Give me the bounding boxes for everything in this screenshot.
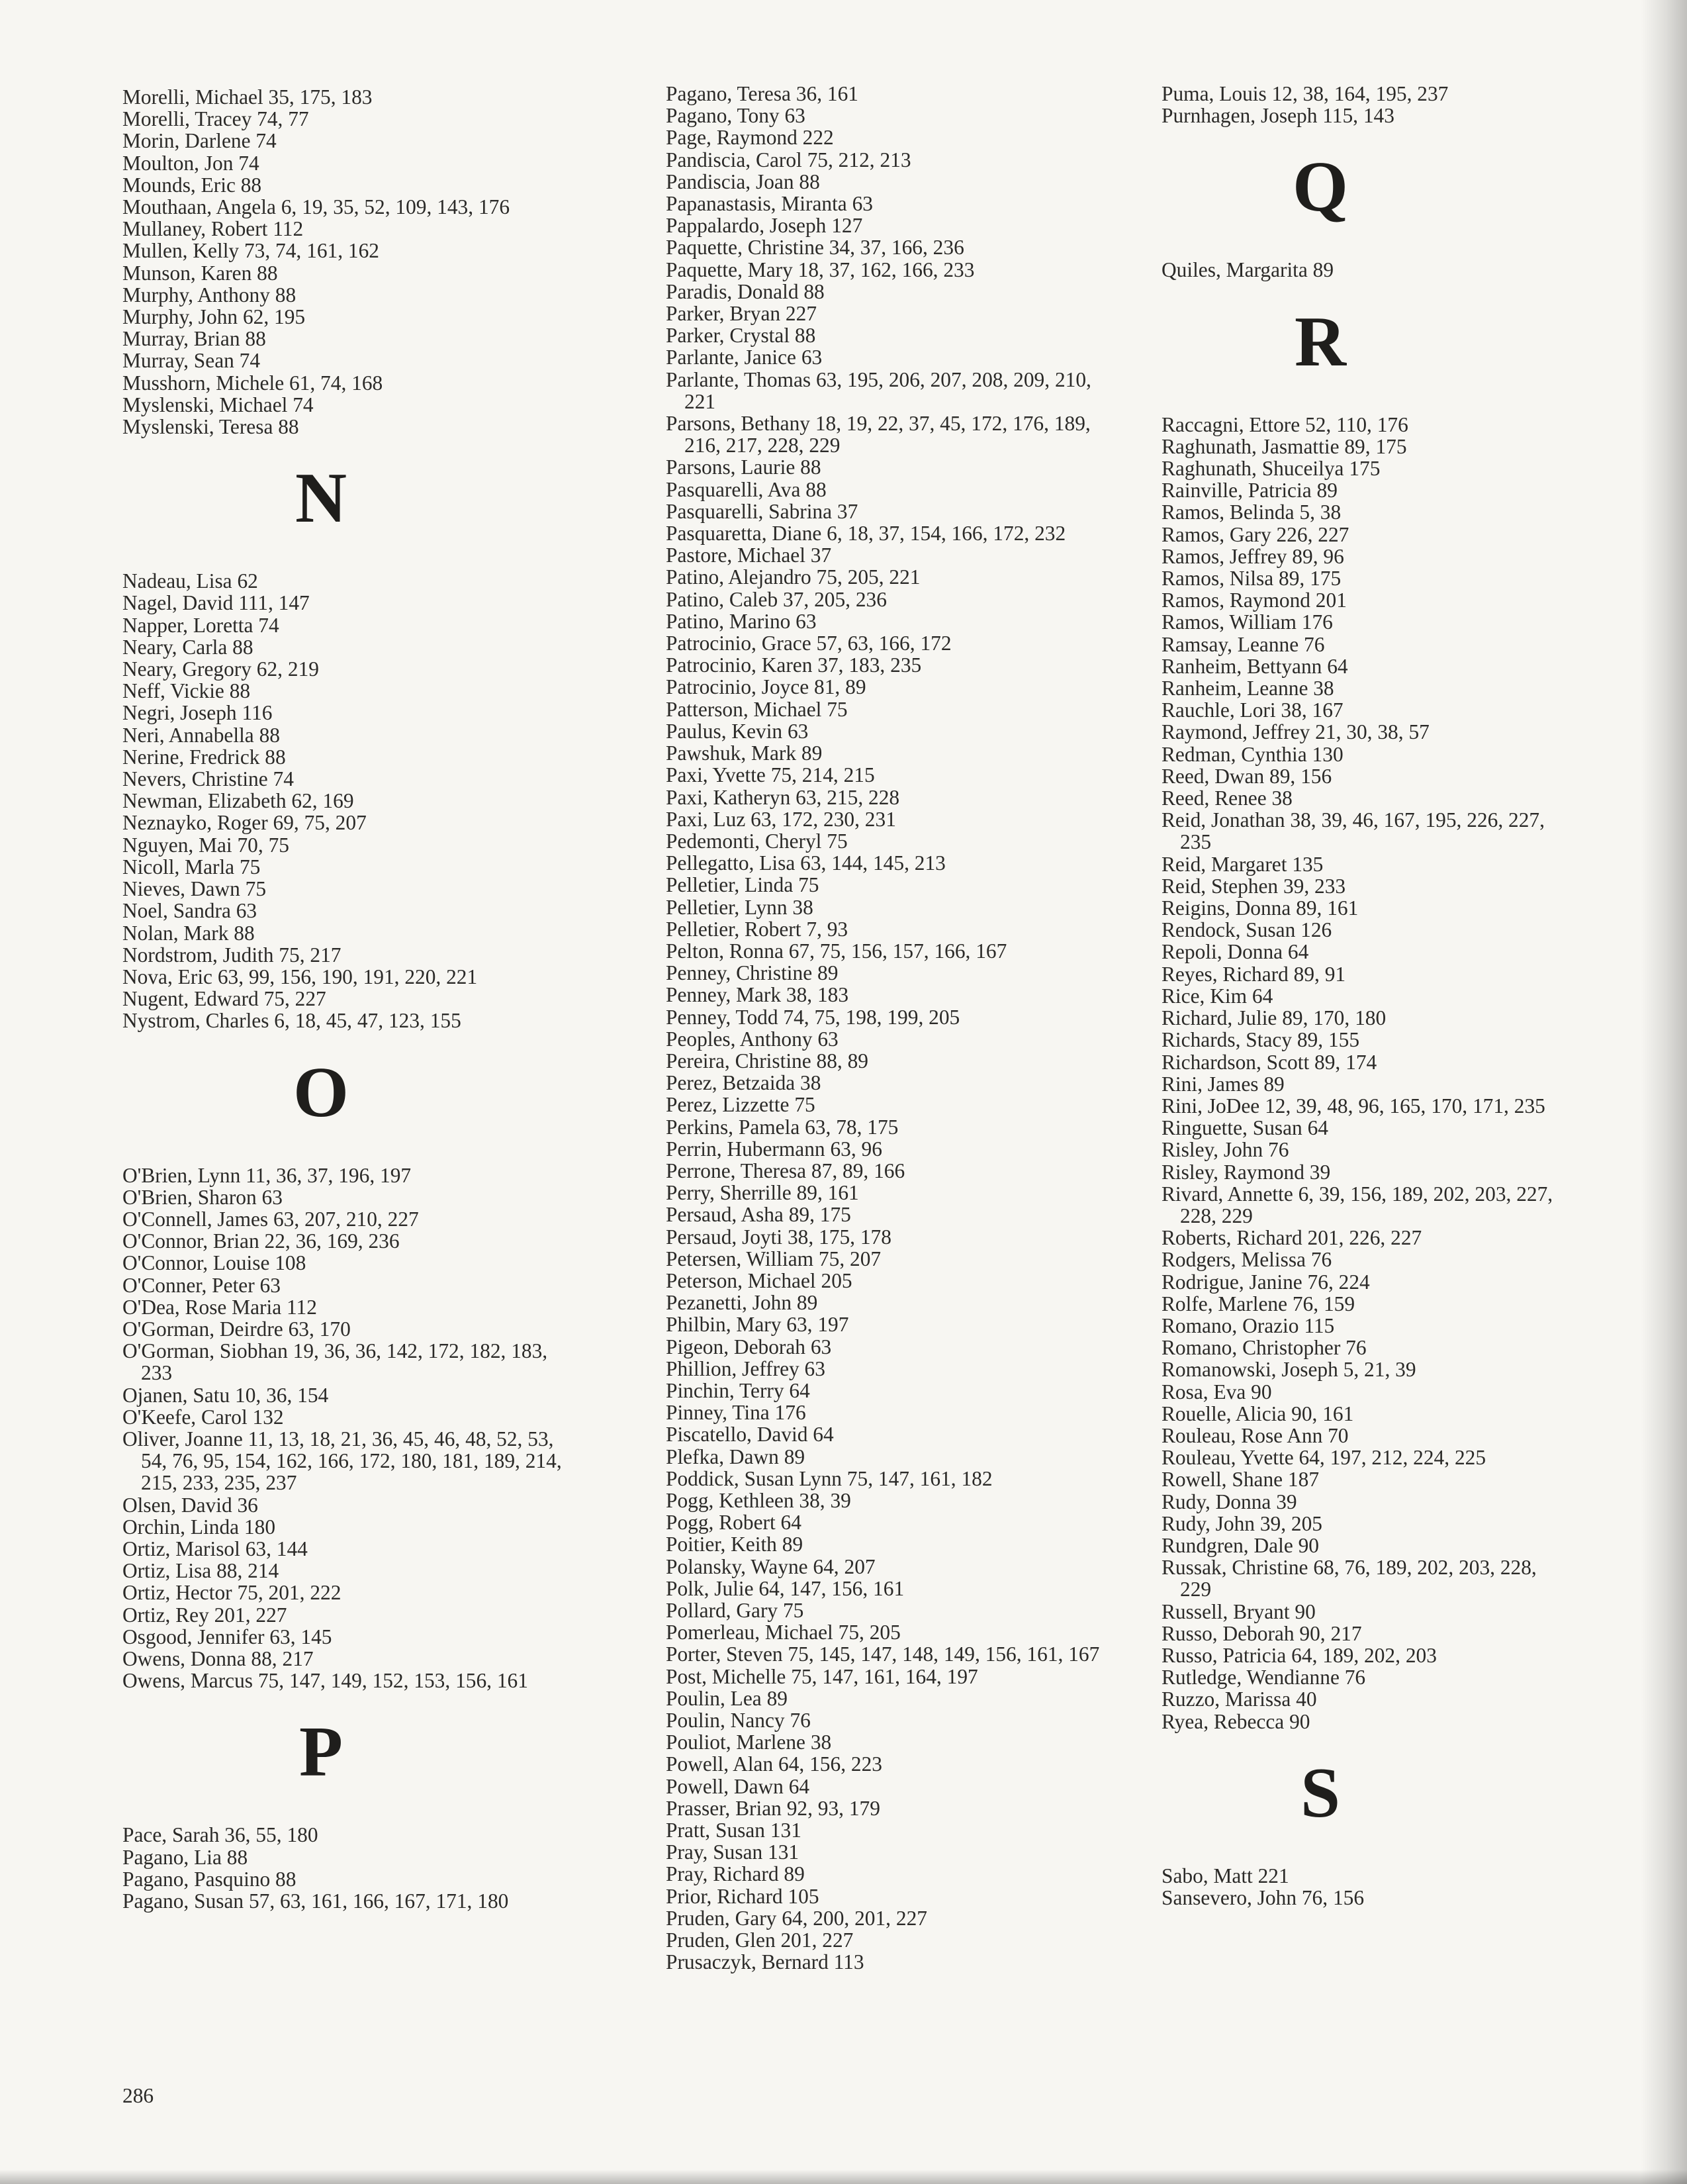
index-entry: Phillion, Jeffrey 63 — [666, 1356, 825, 1380]
index-entry: Pasquaretta, Diane 6, 18, 37, 154, 166, 172, 232 — [666, 522, 1066, 546]
index-entry: Neff, Vickie 88 — [122, 679, 251, 703]
index-entry: Redman, Cynthia 130 — [1162, 742, 1344, 766]
index-entry: Rainville, Patricia 89 — [1162, 479, 1338, 502]
index-entry: Ortiz, Marisol 63, 144 — [122, 1537, 308, 1560]
index-entry: Ramsay, Leanne 76 — [1162, 632, 1325, 656]
index-entry: Munson, Karen 88 — [122, 261, 278, 285]
index-entry: Murphy, John 62, 195 — [122, 305, 306, 329]
index-entry: Persaud, Joyti 38, 175, 178 — [666, 1225, 891, 1249]
index-entry: Reid, Jonathan 38, 39, 46, 167, 195, 226, 227, 235 — [1162, 808, 1545, 854]
index-entry: Rivard, Annette 6, 39, 156, 189, 202, 203, 227, 228, 229 — [1162, 1182, 1553, 1227]
index-entry: Rosa, Eva 90 — [1162, 1380, 1272, 1403]
index-entry: Quiles, Margarita 89 — [1162, 258, 1334, 282]
index-entry: Negri, Joseph 116 — [122, 701, 273, 725]
index-entry: Murray, Sean 74 — [122, 349, 261, 373]
index-entry: Russo, Deborah 90, 217 — [1162, 1621, 1362, 1645]
index-entry: Rodrigue, Janine 76, 224 — [1162, 1270, 1370, 1294]
index-entry: Ramos, William 176 — [1162, 610, 1333, 634]
index-entry: Mouthaan, Angela 6, 19, 35, 52, 109, 143, 176 — [122, 195, 510, 219]
index-entry: Risley, John 76 — [1162, 1138, 1289, 1162]
index-entry: Piscatello, David 64 — [666, 1423, 834, 1447]
index-entry: Purnhagen, Joseph 115, 143 — [1162, 104, 1394, 128]
index-entry: Parlante, Thomas 63, 195, 206, 207, 208, 209, 210, 221 — [666, 367, 1091, 413]
index-entry: Nieves, Dawn 75 — [122, 877, 267, 901]
index-entry: Pigeon, Deborah 63 — [666, 1335, 832, 1358]
index-entry: Poddick, Susan Lynn 75, 147, 161, 182 — [666, 1466, 993, 1490]
index-entry: Powell, Alan 64, 156, 223 — [666, 1752, 882, 1776]
index-entry: Polk, Julie 64, 147, 156, 161 — [666, 1576, 905, 1600]
index-entry: Ranheim, Bettyann 64 — [1162, 654, 1348, 678]
index-entry: Penney, Christine 89 — [666, 961, 839, 985]
index-entry: Orchin, Linda 180 — [122, 1515, 276, 1539]
section-letter-heading: R — [1295, 302, 1346, 381]
index-entry: Rutledge, Wendianne 76 — [1162, 1666, 1366, 1689]
index-entry: Papanastasis, Miranta 63 — [666, 192, 873, 216]
index-entry: Raghunath, Shuceilya 175 — [1162, 457, 1381, 481]
index-entry: O'Gorman, Deirdre 63, 170 — [122, 1317, 351, 1341]
index-entry: Puma, Louis 12, 38, 164, 195, 237 — [1162, 82, 1449, 105]
index-entry: Romano, Christopher 76 — [1162, 1336, 1367, 1360]
index-entry: Pinney, Tina 176 — [666, 1401, 806, 1425]
index-entry: Patino, Caleb 37, 205, 236 — [666, 587, 887, 611]
index-entry: Paulus, Kevin 63 — [666, 719, 809, 743]
index-entry: Rini, JoDee 12, 39, 48, 96, 165, 170, 171, 235 — [1162, 1094, 1545, 1117]
index-entry: Nagel, David 111, 147 — [122, 591, 310, 615]
index-entry: Ramos, Belinda 5, 38 — [1162, 500, 1342, 524]
index-entry: Petersen, William 75, 207 — [666, 1247, 882, 1270]
index-entry: Reid, Stephen 39, 233 — [1162, 874, 1346, 898]
index-entry: Murphy, Anthony 88 — [122, 283, 296, 307]
index-entry: Russak, Christine 68, 76, 189, 202, 203, 228, 229 — [1162, 1556, 1537, 1601]
index-entry: Osgood, Jennifer 63, 145 — [122, 1625, 332, 1648]
index-entry: Prusaczyk, Bernard 113 — [666, 1950, 864, 1974]
index-entry: Pawshuk, Mark 89 — [666, 741, 823, 765]
index-entry: Post, Michelle 75, 147, 161, 164, 197 — [666, 1664, 978, 1688]
index-entry: Philbin, Mary 63, 197 — [666, 1313, 849, 1337]
index-entry: Musshorn, Michele 61, 74, 168 — [122, 371, 383, 395]
index-entry: Nguyen, Mai 70, 75 — [122, 833, 289, 857]
index-entry: Powell, Dawn 64 — [666, 1774, 810, 1798]
index-entry: Perrin, Hubermann 63, 96 — [666, 1137, 882, 1161]
index-entry: Pogg, Robert 64 — [666, 1511, 801, 1535]
index-entry: Porter, Steven 75, 145, 147, 148, 149, 156, 161, 167 — [666, 1642, 1100, 1666]
index-entry: Patrocinio, Joyce 81, 89 — [666, 675, 866, 699]
index-entry: Ramos, Gary 226, 227 — [1162, 522, 1349, 546]
index-entry: Reed, Dwan 89, 156 — [1162, 764, 1332, 788]
index-entry: Plefka, Dawn 89 — [666, 1445, 805, 1468]
index-entry: Patterson, Michael 75 — [666, 697, 848, 721]
index-entry: O'Dea, Rose Maria 112 — [122, 1295, 317, 1319]
index-entry: Mullaney, Robert 112 — [122, 217, 304, 241]
index-column-1 — [122, 86, 572, 1912]
index-entry: Rudy, John 39, 205 — [1162, 1511, 1323, 1535]
index-entry: Repoli, Donna 64 — [1162, 940, 1309, 964]
index-entry: O'Conner, Peter 63 — [122, 1273, 281, 1297]
index-entry: Rouleau, Yvette 64, 197, 212, 224, 225 — [1162, 1446, 1486, 1470]
index-entry: Paxi, Yvette 75, 214, 215 — [666, 763, 875, 787]
index-entry: Sansevero, John 76, 156 — [1162, 1886, 1365, 1909]
index-entry: Romanowski, Joseph 5, 21, 39 — [1162, 1358, 1416, 1382]
index-entry: Owens, Donna 88, 217 — [122, 1646, 314, 1670]
index-entry: Russo, Patricia 64, 189, 202, 203 — [1162, 1643, 1437, 1667]
index-entry: Pagano, Susan 57, 63, 161, 166, 167, 171, 180 — [122, 1889, 509, 1913]
index-entry: Pasquarelli, Ava 88 — [666, 477, 827, 501]
index-entry: Perez, Lizzette 75 — [666, 1093, 815, 1117]
index-entry: Pray, Susan 131 — [666, 1840, 799, 1864]
index-entry: Mullen, Kelly 73, 74, 161, 162 — [122, 239, 379, 263]
index-entry: Romano, Orazio 115 — [1162, 1313, 1335, 1337]
index-entry: Nerine, Fredrick 88 — [122, 745, 286, 769]
index-entry: Pruden, Glen 201, 227 — [666, 1928, 854, 1952]
index-entry: Patino, Alejandro 75, 205, 221 — [666, 565, 921, 589]
index-entry: Pollard, Gary 75 — [666, 1599, 804, 1623]
section-letter-heading: P — [299, 1713, 343, 1792]
section-letter-heading: O — [293, 1053, 349, 1132]
index-entry: Patrocinio, Grace 57, 63, 166, 172 — [666, 632, 952, 655]
index-entry: Pagano, Pasquino 88 — [122, 1867, 296, 1891]
index-entry: Neznayko, Roger 69, 75, 207 — [122, 811, 367, 835]
index-entry: Pagano, Lia 88 — [122, 1845, 248, 1869]
index-entry: Nugent, Edward 75, 227 — [122, 987, 326, 1011]
index-entry: Pandiscia, Joan 88 — [666, 169, 820, 193]
index-entry: Poulin, Nancy 76 — [666, 1709, 811, 1733]
index-entry: O'Gorman, Siobhan 19, 36, 36, 142, 172, 182, 183, 233 — [122, 1339, 548, 1385]
index-entry: Paxi, Katheryn 63, 215, 228 — [666, 785, 900, 809]
index-entry: Prior, Richard 105 — [666, 1884, 819, 1908]
index-entry: Parker, Crystal 88 — [666, 324, 816, 348]
index-entry: Parlante, Janice 63 — [666, 346, 823, 369]
index-entry: Rouelle, Alicia 90, 161 — [1162, 1401, 1354, 1425]
index-entry: Pouliot, Marlene 38 — [666, 1731, 832, 1754]
index-entry: Nystrom, Charles 6, 18, 45, 47, 123, 155 — [122, 1009, 461, 1033]
index-entry: Pelletier, Robert 7, 93 — [666, 917, 848, 941]
index-entry: Rodgers, Melissa 76 — [1162, 1248, 1332, 1272]
index-entry: Parsons, Laurie 88 — [666, 455, 821, 479]
index-entry: Oliver, Joanne 11, 13, 18, 21, 36, 45, 46, 48, 52, 53, 54, 76, 95, 154, 162, 166, 172, 180, 181, 189, 214, 215, 233, 235, 237 — [122, 1427, 562, 1495]
section-letter-heading: N — [295, 459, 347, 538]
index-entry: Reyes, Richard 89, 91 — [1162, 962, 1346, 986]
index-entry: Rauchle, Lori 38, 167 — [1162, 698, 1344, 722]
index-entry: O'Brien, Lynn 11, 36, 37, 196, 197 — [122, 1163, 412, 1187]
index-entry: Rendock, Susan 126 — [1162, 918, 1332, 942]
index-entry: Rowell, Shane 187 — [1162, 1468, 1320, 1492]
index-entry: Richards, Stacy 89, 155 — [1162, 1028, 1360, 1052]
index-entry: Patino, Marino 63 — [666, 609, 817, 633]
index-entry: Patrocinio, Karen 37, 183, 235 — [666, 653, 922, 677]
index-entry: Peoples, Anthony 63 — [666, 1027, 839, 1051]
index-entry: Pelton, Ronna 67, 75, 156, 157, 166, 167 — [666, 939, 1007, 963]
index-entry: Pandiscia, Carol 75, 212, 213 — [666, 148, 911, 171]
index-entry: Pagano, Tony 63 — [666, 104, 805, 128]
index-entry: Moulton, Jon 74 — [122, 151, 259, 175]
index-entry: Rundgren, Dale 90 — [1162, 1533, 1319, 1557]
index-entry: Paquette, Mary 18, 37, 162, 166, 233 — [666, 258, 975, 281]
index-entry: O'Brien, Sharon 63 — [122, 1185, 283, 1209]
index-entry: Nordstrom, Judith 75, 217 — [122, 943, 342, 967]
index-entry: O'Keefe, Carol 132 — [122, 1405, 284, 1429]
index-entry: Pellegatto, Lisa 63, 144, 145, 213 — [666, 851, 946, 875]
index-entry: Pray, Richard 89 — [666, 1862, 805, 1886]
index-entry: Richard, Julie 89, 170, 180 — [1162, 1006, 1387, 1030]
index-entry: Pratt, Susan 131 — [666, 1819, 801, 1842]
index-entry: Reid, Margaret 135 — [1162, 852, 1324, 876]
index-entry: Raghunath, Jasmattie 89, 175 — [1162, 434, 1407, 458]
index-entry: Page, Raymond 222 — [666, 126, 834, 150]
index-entry: Noel, Sandra 63 — [122, 899, 257, 923]
index-entry: Ortiz, Lisa 88, 214 — [122, 1559, 279, 1583]
binding-shadow — [1641, 0, 1687, 2184]
index-entry: Rouleau, Rose Ann 70 — [1162, 1423, 1349, 1447]
index-entry: Paquette, Christine 34, 37, 166, 236 — [666, 236, 964, 260]
index-entry: Nova, Eric 63, 99, 156, 190, 191, 220, 221 — [122, 965, 478, 988]
index-entry: Parker, Bryan 227 — [666, 302, 817, 326]
section-letter-heading: S — [1300, 1753, 1341, 1832]
index-entry: Perrone, Theresa 87, 89, 166 — [666, 1159, 905, 1182]
index-column-3 — [1162, 83, 1559, 1909]
index-entry: Pinchin, Terry 64 — [666, 1378, 810, 1402]
index-entry: Nadeau, Lisa 62 — [122, 569, 258, 593]
index-entry: Sabo, Matt 221 — [1162, 1864, 1289, 1887]
scan-edge-shadow — [0, 2169, 1687, 2184]
index-entry: Rini, James 89 — [1162, 1072, 1285, 1096]
index-entry: Nevers, Christine 74 — [122, 767, 294, 791]
index-entry: Rudy, Donna 39 — [1162, 1490, 1297, 1513]
index-entry: Ramos, Jeffrey 89, 96 — [1162, 544, 1344, 568]
index-entry: Pasquarelli, Sabrina 37 — [666, 499, 858, 523]
index-entry: Pace, Sarah 36, 55, 180 — [122, 1823, 318, 1847]
index-entry: Persaud, Asha 89, 175 — [666, 1203, 851, 1227]
index-entry: Parsons, Bethany 18, 19, 22, 37, 45, 172, 176, 189, 216, 217, 228, 229 — [666, 412, 1091, 457]
index-entry: Morin, Darlene 74 — [122, 129, 277, 153]
index-entry: Neri, Annabella 88 — [122, 723, 280, 747]
index-entry: Morelli, Michael 35, 175, 183 — [122, 85, 373, 109]
index-entry: Raymond, Jeffrey 21, 30, 38, 57 — [1162, 720, 1430, 744]
index-entry: Pereira, Christine 88, 89 — [666, 1049, 868, 1072]
index-entry: Reigins, Donna 89, 161 — [1162, 896, 1359, 920]
index-entry: Ojanen, Satu 10, 36, 154 — [122, 1383, 329, 1407]
index-entry: Paxi, Luz 63, 172, 230, 231 — [666, 807, 896, 831]
index-entry: Ortiz, Hector 75, 201, 222 — [122, 1581, 342, 1605]
index-entry: Perkins, Pamela 63, 78, 175 — [666, 1115, 899, 1139]
index-entry: Neary, Carla 88 — [122, 635, 253, 659]
index-entry: Roberts, Richard 201, 226, 227 — [1162, 1226, 1422, 1250]
index-entry: Owens, Marcus 75, 147, 149, 152, 153, 156, 161 — [122, 1669, 528, 1693]
index-entry: Mounds, Eric 88 — [122, 173, 262, 197]
index-entry: Pagano, Teresa 36, 161 — [666, 82, 859, 105]
index-entry: Paradis, Donald 88 — [666, 279, 825, 303]
index-entry: Ringuette, Susan 64 — [1162, 1116, 1328, 1140]
index-entry: Poitier, Keith 89 — [666, 1533, 803, 1556]
index-entry: Pappalardo, Joseph 127 — [666, 214, 863, 238]
index-entry: Russell, Bryant 90 — [1162, 1599, 1316, 1623]
index-entry: Pomerleau, Michael 75, 205 — [666, 1621, 901, 1644]
index-entry: Ramos, Nilsa 89, 175 — [1162, 567, 1342, 591]
index-entry: Ramos, Raymond 201 — [1162, 589, 1347, 612]
index-entry: Prasser, Brian 92, 93, 179 — [666, 1796, 880, 1820]
index-entry: O'Connor, Brian 22, 36, 169, 236 — [122, 1229, 400, 1253]
index-entry: Perez, Betzaida 38 — [666, 1071, 821, 1095]
index-entry: Nicoll, Marla 75 — [122, 855, 261, 878]
index-entry: Polansky, Wayne 64, 207 — [666, 1554, 876, 1578]
page-number: 286 — [122, 2084, 154, 2107]
index-entry: Morelli, Tracey 74, 77 — [122, 107, 309, 131]
index-entry: Pelletier, Lynn 38 — [666, 895, 813, 919]
index-entry: Pedemonti, Cheryl 75 — [666, 829, 848, 853]
index-entry: Ortiz, Rey 201, 227 — [122, 1603, 287, 1627]
index-entry: Reed, Renee 38 — [1162, 786, 1293, 810]
index-entry: Penney, Mark 38, 183 — [666, 983, 849, 1007]
index-entry: O'Connell, James 63, 207, 210, 227 — [122, 1207, 419, 1231]
index-entry: Risley, Raymond 39 — [1162, 1160, 1331, 1184]
index-entry: Myslenski, Teresa 88 — [122, 415, 299, 439]
index-entry: Newman, Elizabeth 62, 169 — [122, 789, 354, 813]
index-entry: Penney, Todd 74, 75, 198, 199, 205 — [666, 1005, 960, 1029]
index-entry: Poulin, Lea 89 — [666, 1686, 788, 1710]
index-entry: Rolfe, Marlene 76, 159 — [1162, 1292, 1355, 1315]
index-entry: Ryea, Rebecca 90 — [1162, 1709, 1310, 1733]
index-entry: Pruden, Gary 64, 200, 201, 227 — [666, 1906, 927, 1930]
index-entry: Myslenski, Michael 74 — [122, 393, 314, 416]
index-entry: Perry, Sherrille 89, 161 — [666, 1181, 859, 1205]
index-entry: Murray, Brian 88 — [122, 327, 266, 351]
index-entry: Neary, Gregory 62, 219 — [122, 657, 319, 681]
index-entry: Raccagni, Ettore 52, 110, 176 — [1162, 412, 1408, 436]
index-entry: Olsen, David 36 — [122, 1493, 258, 1517]
index-column-2 — [666, 83, 1116, 1973]
index-entry: Ruzzo, Marissa 40 — [1162, 1687, 1317, 1711]
section-letter-heading: Q — [1292, 148, 1348, 227]
index-entry: Napper, Loretta 74 — [122, 613, 279, 637]
index-entry: Pezanetti, John 89 — [666, 1291, 818, 1315]
index-entry: Pelletier, Linda 75 — [666, 873, 819, 897]
index-entry: Nolan, Mark 88 — [122, 921, 255, 945]
index-entry: Richardson, Scott 89, 174 — [1162, 1050, 1377, 1074]
index-entry: Pastore, Michael 37 — [666, 544, 832, 567]
index-entry: Ranheim, Leanne 38 — [1162, 677, 1334, 700]
index-entry: O'Connor, Louise 108 — [122, 1251, 306, 1275]
index-entry: Pogg, Kethleen 38, 39 — [666, 1489, 851, 1512]
index-entry: Peterson, Michael 205 — [666, 1268, 852, 1292]
index-entry: Rice, Kim 64 — [1162, 984, 1273, 1008]
